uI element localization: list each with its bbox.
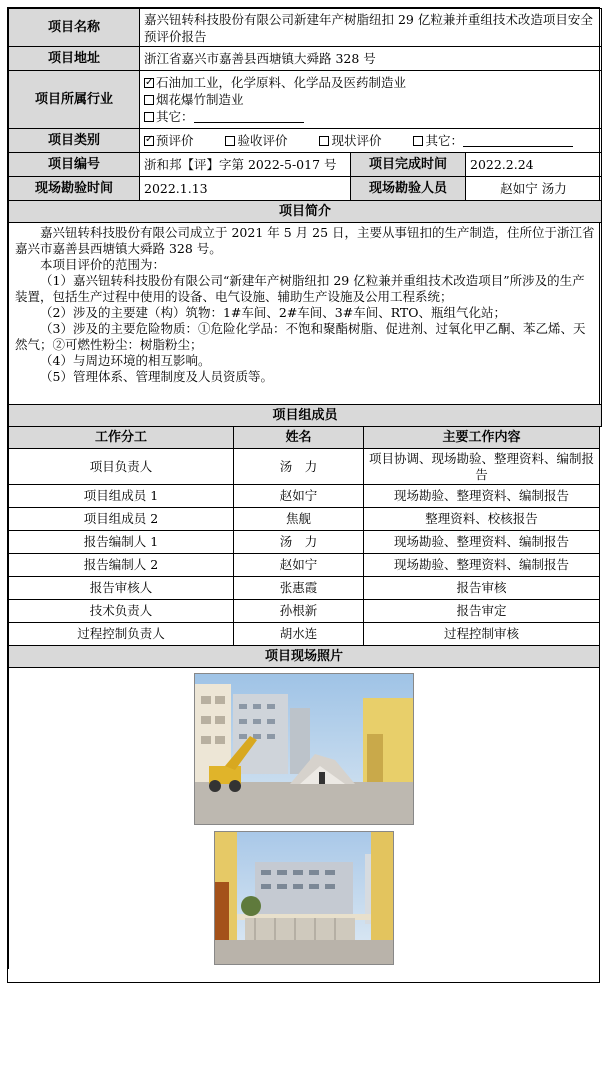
table-row: 项目组成员 1 赵如宁 现场勘验、整理资料、编制报告: [9, 485, 600, 508]
intro-paragraph: （4）与周边环境的相互影响。: [40, 353, 211, 368]
checkbox-icon[interactable]: [319, 136, 329, 146]
members-table: [8, 426, 600, 969]
intro-paragraph: （3）涉及的主要危险物质：①危险化学品：不饱和聚酯树脂、促进剂、过氧化甲乙酮、苯乙烯、天然气；②可燃性粉尘：树脂粉尘；: [15, 321, 586, 352]
site-photo-1: [194, 673, 414, 825]
members-header: 工作分工: [9, 427, 234, 449]
checkbox-icon[interactable]: [144, 78, 154, 88]
checkbox-icon[interactable]: [225, 136, 235, 146]
intro-body: [9, 223, 602, 405]
project-info-table: [8, 8, 602, 427]
intro-title: 项目简介: [9, 201, 602, 223]
intro-paragraph: （5）管理体系、管理制度及人员资质等。: [40, 369, 273, 384]
project-number-label: 项目编号: [9, 153, 140, 177]
table-row: 过程控制负责人 胡水连 过程控制审核: [9, 623, 600, 646]
industry-option[interactable]: ✓石油加工业，化学原料、化学品及医药制造业: [144, 74, 597, 91]
project-type-label: 项目类别: [9, 129, 140, 153]
project-number: 浙和邦【评】字第 2022-5-017 号: [140, 153, 351, 177]
table-row: 技术负责人 孙根新 报告审定: [9, 600, 600, 623]
intro-paragraph: （2）涉及的主要建（构）筑物：1#车间、2#车间、3#车间、RTO、瓶组气化站；: [40, 305, 507, 320]
survey-people: 赵如宁 汤力: [466, 177, 602, 201]
site-photo-2: [214, 831, 394, 965]
industry-option[interactable]: 烟花爆竹制造业: [144, 91, 597, 108]
project-name-label: 项目名称: [9, 9, 140, 47]
type-option[interactable]: 现状评价: [319, 133, 381, 148]
members-title: 项目组成员: [9, 405, 602, 427]
complete-date: 2022.2.24: [466, 153, 602, 177]
report-form: [7, 7, 600, 983]
project-address: 浙江省嘉兴市嘉善县西塘镇大舜路 328 号: [140, 47, 602, 71]
blank-line: [463, 134, 573, 147]
members-header: 主要工作内容: [364, 427, 600, 449]
industry-option[interactable]: 其它：: [144, 108, 597, 125]
table-row: 项目组成员 2 焦舰 整理资料、校核报告: [9, 508, 600, 531]
intro-paragraph: 嘉兴钮转科技股份有限公司成立于 2021 年 5 月 25 日，主要从事钮扣的生产制造，住所位于浙江省嘉兴市嘉善县西塘镇大舜路 328 号。: [15, 225, 595, 256]
blank-line: [194, 110, 304, 123]
type-options: [140, 129, 602, 153]
intro-paragraph: （1）嘉兴钮转科技股份有限公司“新建年产树脂纽扣 29 亿粒兼并重组技术改造项目”所涉及的生产装置，包括生产过程中使用的设备、电气设施、辅助生产设施及公用工程系统；: [15, 273, 585, 304]
checkbox-icon[interactable]: [144, 95, 154, 105]
table-row: 报告编制人 1 汤 力 现场勘验、整理资料、编制报告: [9, 531, 600, 554]
project-address-label: 项目地址: [9, 47, 140, 71]
industry-options: [140, 71, 602, 129]
survey-people-label: 现场勘验人员: [351, 177, 466, 201]
intro-paragraph: 本项目评价的范围为：: [40, 257, 166, 272]
table-row: 项目负责人 汤 力 项目协调、现场勘验、整理资料、编制报告: [9, 449, 600, 485]
project-industry-label: 项目所属行业: [9, 71, 140, 129]
members-header: 姓名: [234, 427, 364, 449]
survey-time: 2022.1.13: [140, 177, 351, 201]
complete-date-label: 项目完成时间: [351, 153, 466, 177]
table-row: 报告审核人 张惠霞 报告审核: [9, 577, 600, 600]
survey-time-label: 现场勘验时间: [9, 177, 140, 201]
photos-area: [9, 668, 600, 970]
photos-title: 项目现场照片: [9, 646, 600, 668]
project-name: 嘉兴钮转科技股份有限公司新建年产树脂纽扣 29 亿粒兼并重组技术改造项目安全预评价报告: [140, 9, 602, 47]
type-option[interactable]: 验收评价: [225, 133, 287, 148]
type-option[interactable]: ✓ 预评价: [144, 133, 194, 148]
type-option[interactable]: 其它：: [413, 133, 463, 148]
table-row: 报告编制人 2 赵如宁 现场勘验、整理资料、编制报告: [9, 554, 600, 577]
checkbox-icon[interactable]: [144, 112, 154, 122]
checkbox-icon[interactable]: [144, 136, 154, 146]
checkbox-icon[interactable]: [413, 136, 423, 146]
